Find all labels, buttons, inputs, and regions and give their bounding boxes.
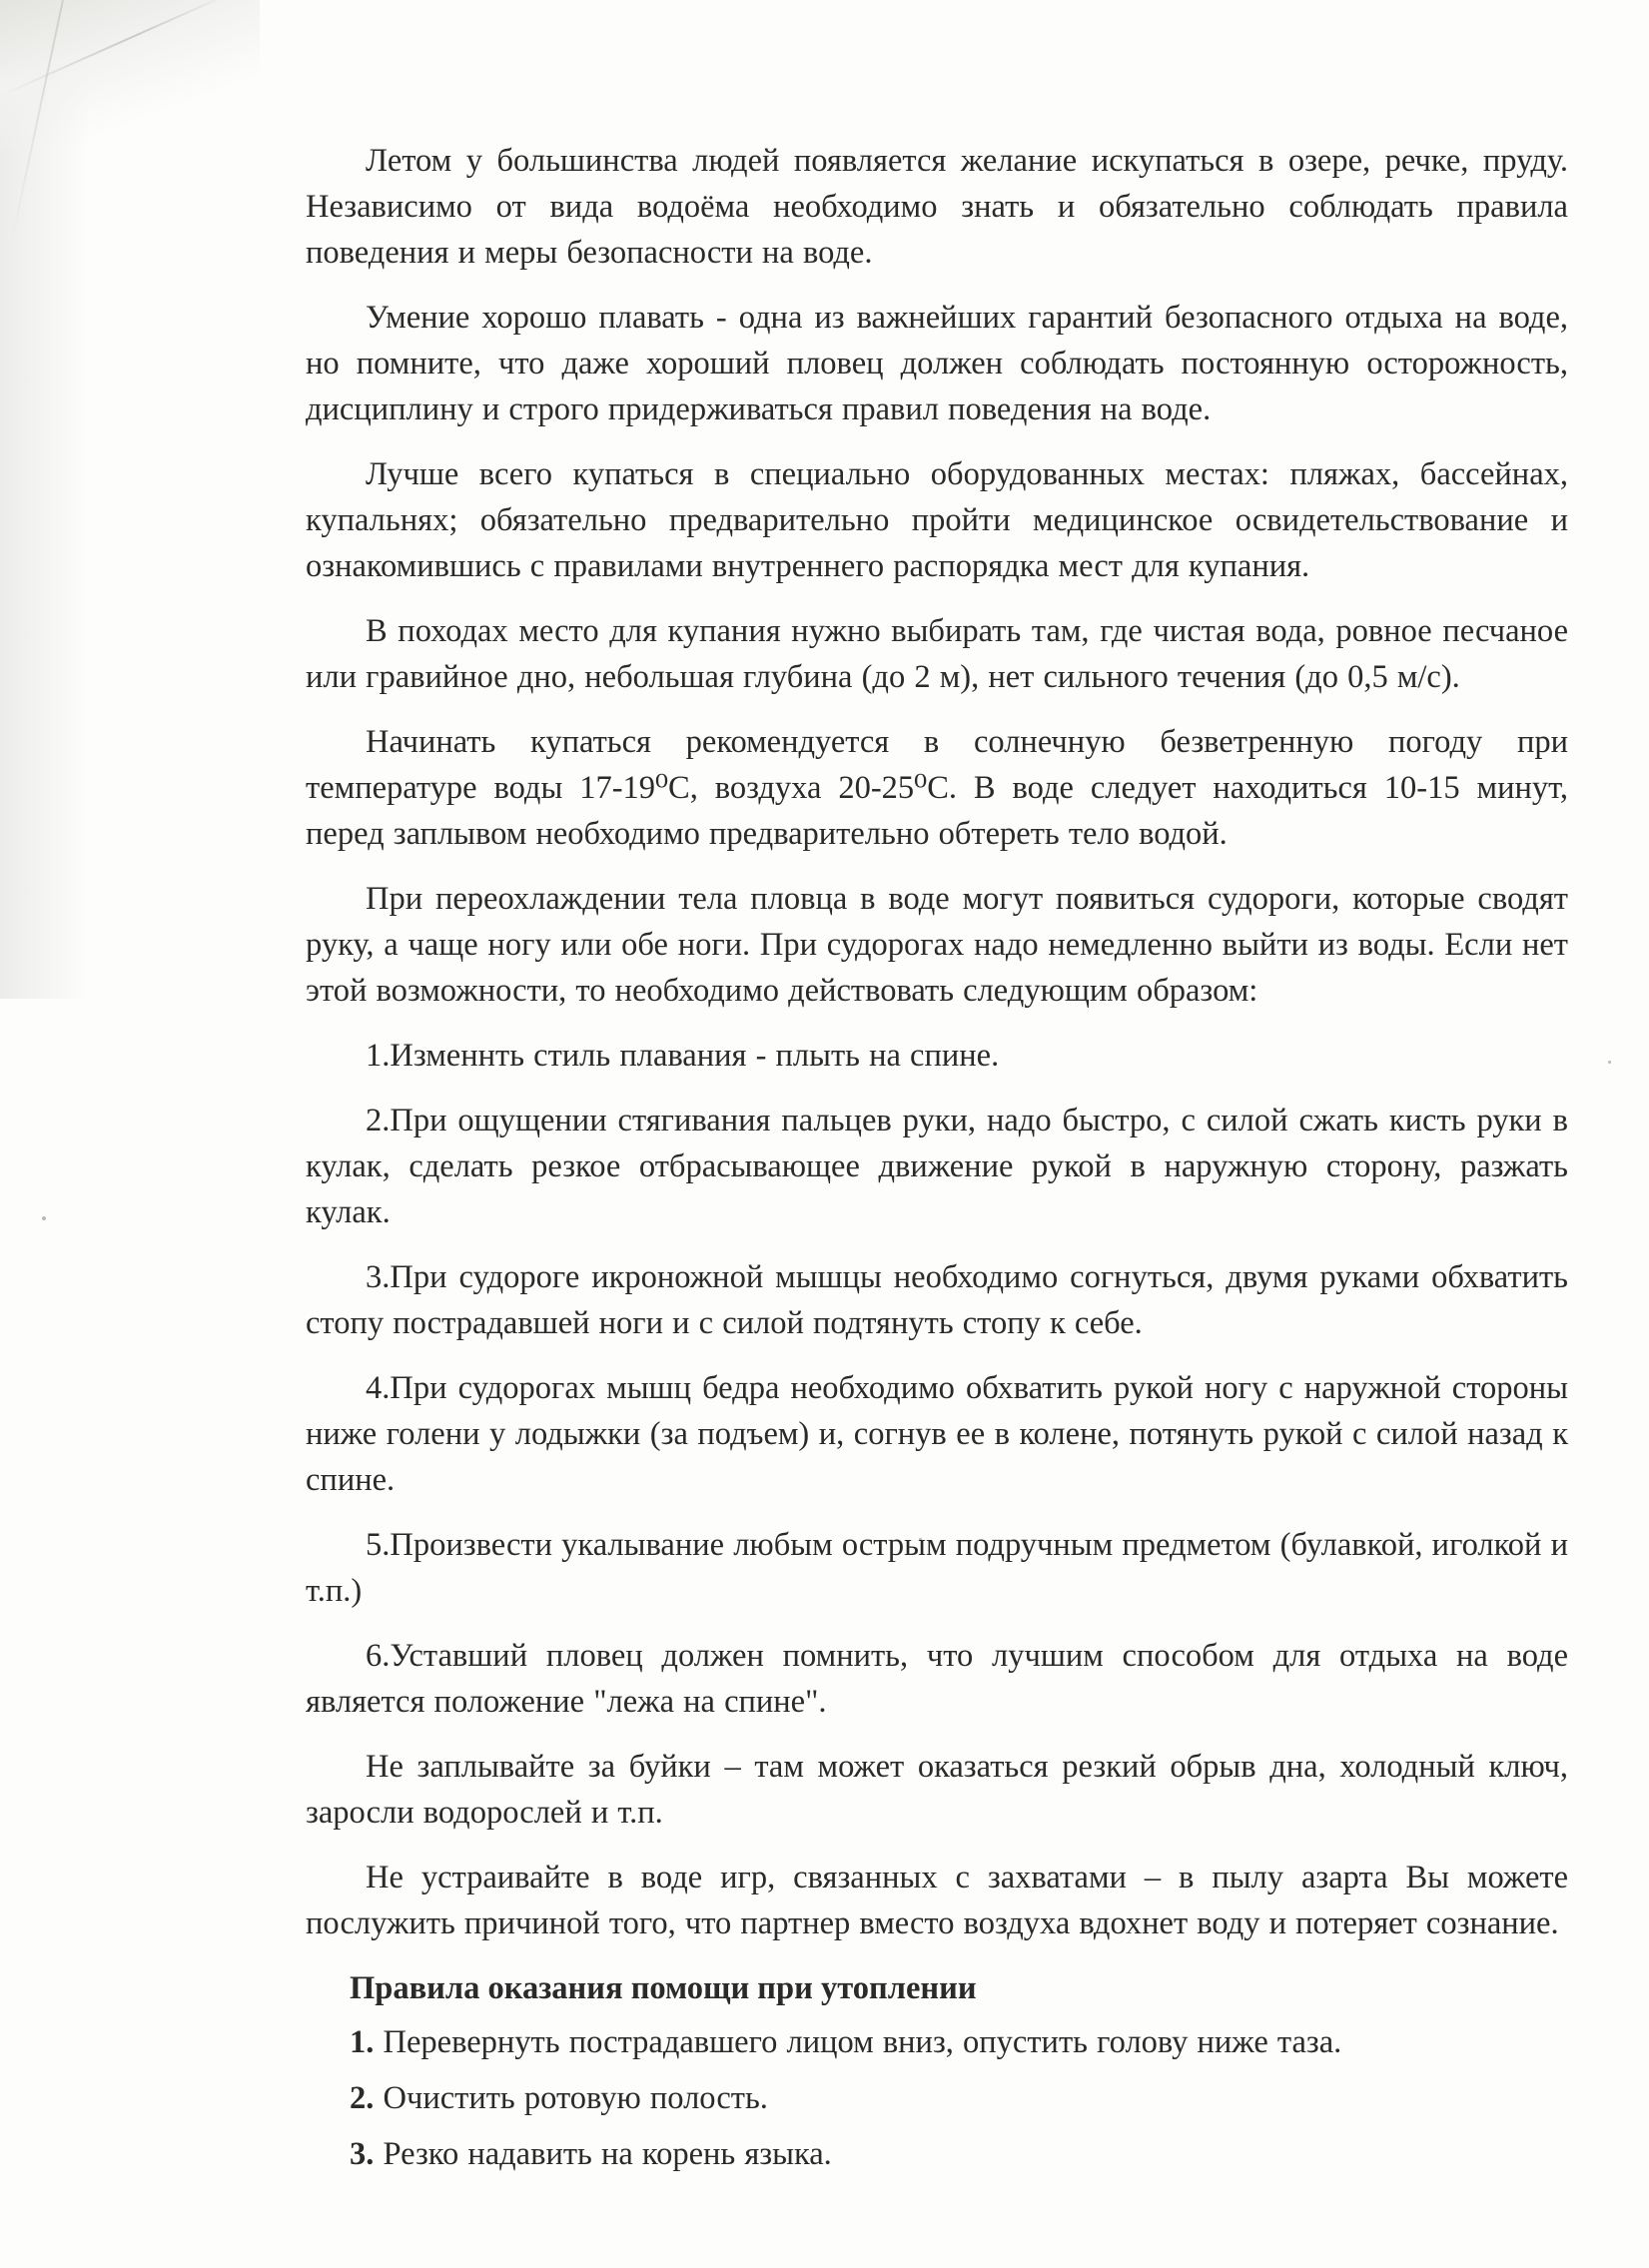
paragraph: В походах место для купания нужно выбирать там, где чистая вода, ровное песчаное или гравийное дно, небольшая глубина (до 2 м), нет сильного течения (до 0,5 м/с).	[306, 613, 1568, 695]
step-text: Очистить ротовую полость.	[374, 2080, 768, 2116]
paragraph: Летом у большинства людей появляется желание искупаться в озере, речке, пруду. Независимо от вида водоёма необходимо знать и обязательно соблюдать правила поведения и меры безопасности на воде.	[306, 143, 1568, 271]
cramp-step: 1.Изменнть стиль плавания - плыть на спине.	[366, 1038, 1000, 1074]
paragraph: Не устраивайте в воде игр, связанных с захватами – в пылу азарта Вы можете послужить причиной того, что партнер вместо воздуха вдохнет воду и потеряет сознание.	[306, 1860, 1568, 1941]
scan-speck	[42, 1216, 46, 1220]
step-text: Резко надавить на корень языка.	[374, 2136, 832, 2172]
paragraph: Лучше всего купаться в специально оборудованных местах: пляжах, бассейнах, купальнях; обязательно предварительно пройти медицинское освидетельствование и ознакомившись с правилами внутреннего распорядка мест для купания.	[306, 456, 1568, 584]
step-text: Перевернуть пострадавшего лицом вниз, опустить голову ниже таза.	[374, 2024, 1342, 2060]
help-step	[306, 2075, 1568, 2121]
help-step	[306, 2019, 1568, 2065]
scan-corner-shadow	[0, 0, 260, 150]
cramp-step: 4.При судорогах мышц бедра необходимо обхватить рукой ногу с наружной стороны ниже голени у лодыжки (за подъем) и, согнув ее в колене, потянуть рукой с силой назад к спине.	[306, 1370, 1568, 1498]
drowning-help-steps	[306, 2019, 1568, 2177]
cramp-step: 5.Произвести укалывание любым острым подручным предметом (булавкой, иголкой и т.п.)	[306, 1527, 1568, 1609]
cramp-step: 3.При судороге икроножной мышцы необходимо согнуться, двумя руками обхватить стопу пострадавшей ноги и с силой подтянуть стопу к себе.	[306, 1259, 1568, 1341]
scan-edge-shadow	[0, 0, 90, 999]
paragraph: Не заплывайте за буйки – там может оказаться резкий обрыв дна, холодный ключ, заросли водорослей и т.п.	[306, 1749, 1568, 1831]
step-number: 3.	[350, 2136, 375, 2172]
cramp-step: 2.При ощущении стягивания пальцев руки, надо быстро, с силой сжать кисть руки в кулак, сделать резкое отбрасывающее движение рукой в наружную сторону, разжать кулак.	[306, 1103, 1568, 1230]
section-heading: Правила оказания помощи при утоплении	[350, 1970, 977, 2006]
cramp-step: 6.Уставший пловец должен помнить, что лучшим способом для отдыха на воде является положение "лежа на спине".	[306, 1638, 1568, 1720]
scan-speck	[1608, 1061, 1611, 1064]
step-number: 2.	[350, 2080, 375, 2116]
help-step	[306, 2131, 1568, 2177]
step-number: 1.	[350, 2024, 375, 2060]
paragraph: При переохлаждении тела пловца в воде могут появиться судороги, которые сводят руку, а чаще ногу или обе ноги. При судорогах надо немедленно выйти из воды. Если нет этой возможности, то необходимо действовать следующим образом:	[306, 881, 1568, 1009]
paragraph: Умение хорошо плавать - одна из важнейших гарантий безопасного отдыха на воде, но помните, что даже хороший пловец должен соблюдать постоянную осторожность, дисциплину и строго придерживаться правил поведения на воде.	[306, 300, 1568, 427]
paragraph: Начинать купаться рекомендуется в солнечную безветренную погоду при температуре воды 17-19⁰С, воздуха 20-25⁰С. В воде следует находиться 10-15 минут, перед заплывом необходимо предварительно обтереть тело водой.	[306, 724, 1568, 852]
document-body	[306, 138, 1568, 2187]
